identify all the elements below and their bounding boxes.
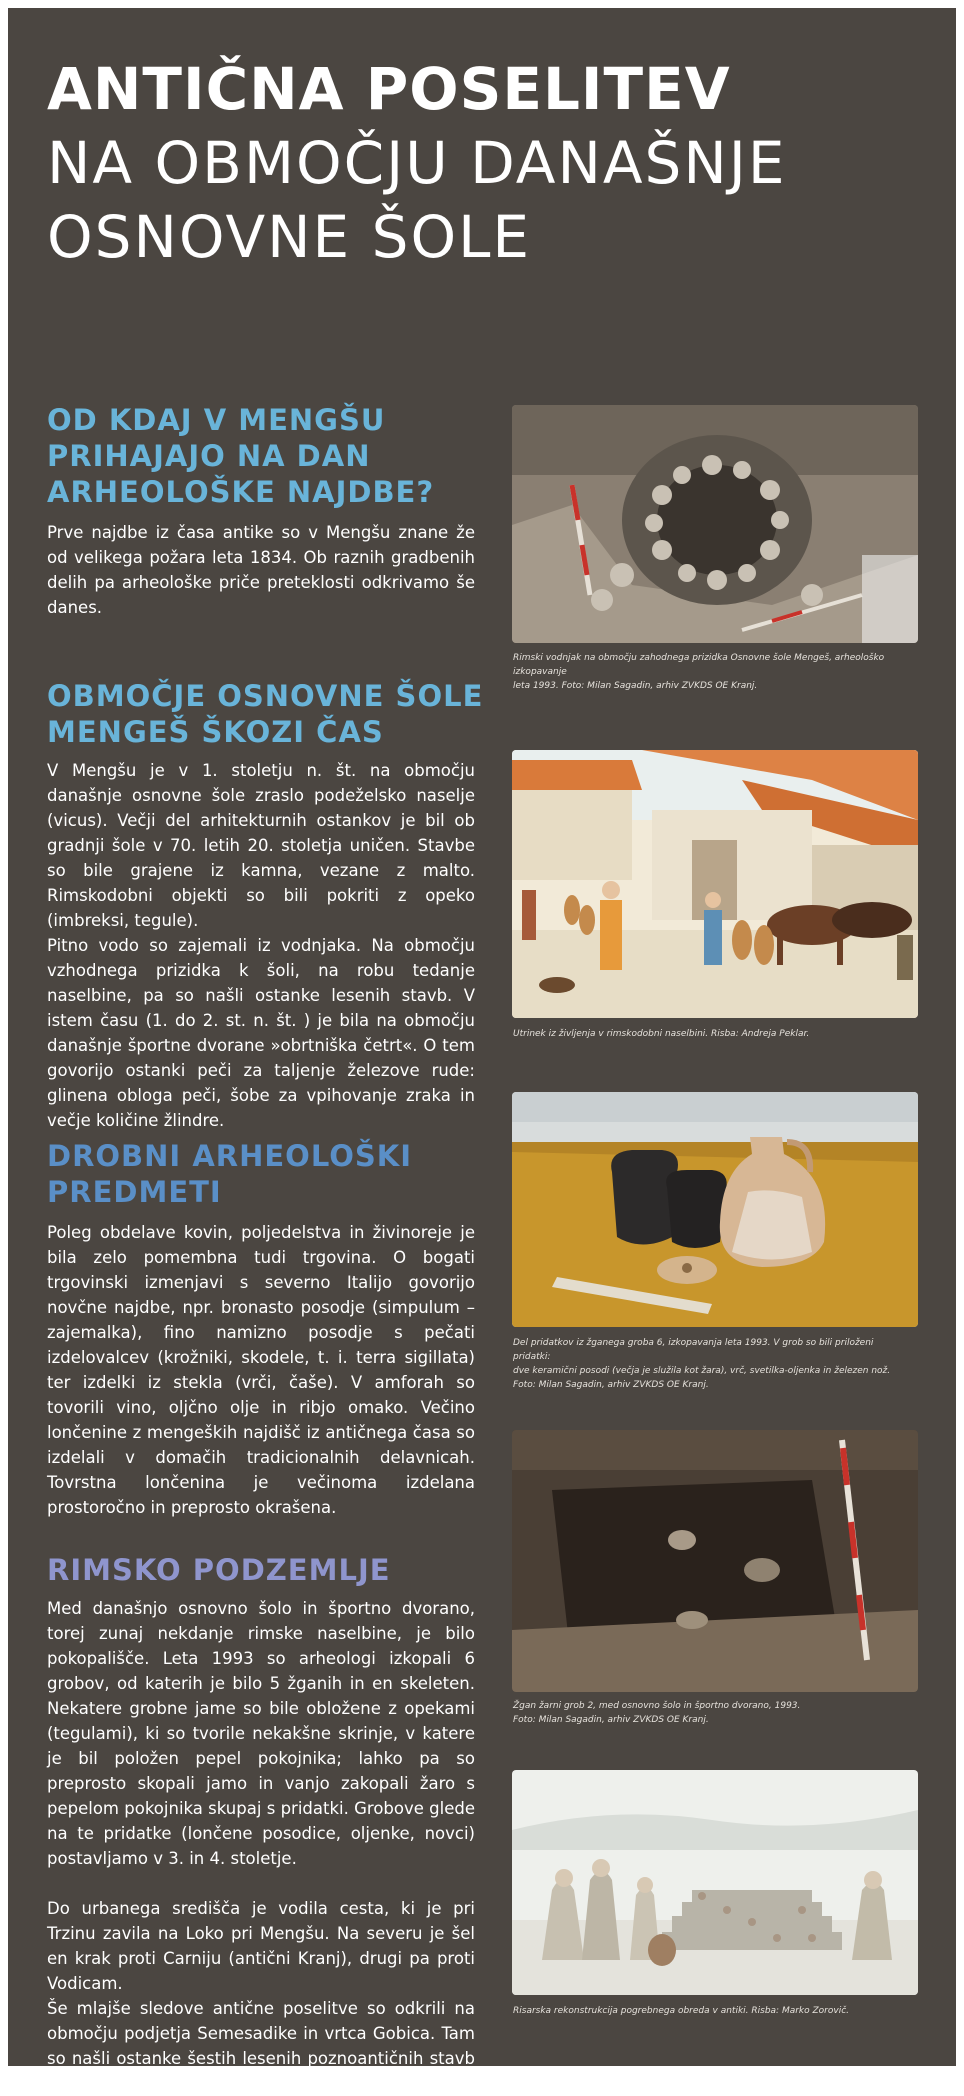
heading-line: PRIHAJAJO NA DAN xyxy=(47,439,371,473)
heading-line: RIMSKO PODZEMLJE xyxy=(47,1553,391,1587)
section-4-heading xyxy=(47,1552,391,1588)
burial-reconstruction-drawing xyxy=(512,1770,918,1995)
caption-line: dve keramični posodi (večja je služila kot žara), vrč, svetilka-oljenka in železen nož. xyxy=(513,1366,891,1376)
caption-line: Utrinek iz življenja v rimskodobni naselbini. Risba: Andreja Peklar. xyxy=(513,1029,810,1039)
caption-line: Žgan žarni grob 2, med osnovno šolo in športno dvorano, 1993. xyxy=(513,1701,801,1711)
caption-line: Foto: Milan Sagadin, arhiv ZVKDS OE Kranj. xyxy=(513,1715,709,1725)
section-2-heading xyxy=(47,678,483,750)
image-1-caption xyxy=(513,651,913,693)
title-line-3: OSNOVNE ŠOLE xyxy=(47,203,532,271)
cremation-grave-photo xyxy=(512,1430,918,1692)
paragraph: Poleg obdelave kovin, poljedelstva in živinoreje je bila zelo pomembna tudi trgovina. O bogati trgovinski izmenjavi s severno Italijo govorijo novčne najdbe, npr. bronasto posodje (simpulum – zajemalka), fino namizno posodje s pečati izdelovalcev (krožniki, skodele, t. i. terra sigillata) ter izdelki iz stekla (vrči, čaše). V amforah so tovorili vino, oljčno olje in ribjo omako. Večino lončenine z mengeških najdišč iz antičnega časa so izdelali v domačih tradicionalnih delavnicah. Tovrstna lončenina je večinoma izdelana prostoročno in preprosto okrašena. xyxy=(47,1223,475,1517)
paragraph: V Mengšu je v 1. stoletju n. št. na območju današnje osnovne šole zraslo podeželsko naselje (vicus). Večji del arhitekturnih ostankov je bil ob gradnji šole v 70. letih 20. stoletja uničen. Stavbe so bile grajene iz kamna, vezane z malto. Rimskodobni objekti so bili pokriti z opeko (imbreksi, tegule). xyxy=(47,761,475,930)
paragraph-gap xyxy=(47,1871,475,1896)
caption-line: Rimski vodnjak na območju zahodnega prizidka Osnovne šole Mengeš, arheološko izkopavanje xyxy=(513,653,885,677)
section-1-text xyxy=(47,520,475,620)
section-4-text xyxy=(47,1596,475,2096)
heading-line: ARHEOLOŠKE NAJDBE? xyxy=(47,475,435,509)
heading-line: OD KDAJ V MENGŠU xyxy=(47,403,386,437)
paragraph: Pitno vodo so zajemali iz vodnjaka. Na območju vzhodnega prizidka k šoli, na robu tedanje naselbine, pa so našli ostanke lesenih stavb. V istem času (1. do 2. st. n. št. ) je bila na območju današnje športne dvorane »obrtniška četrt«. O tem govorijo ostanki peči za taljenje železove rude: glinena obloga peči, šobe za vpihovanje zraka in večje količine žlindre. xyxy=(47,936,475,1130)
roman-well-photo xyxy=(512,405,918,643)
poster-title xyxy=(47,52,786,274)
caption-line: leta 1993. Foto: Milan Sagadin, arhiv ZVKDS OE Kranj. xyxy=(513,681,758,691)
caption-line: Foto: Milan Sagadin, arhiv ZVKDS OE Kranj. xyxy=(513,1380,709,1390)
heading-line: PREDMETI xyxy=(47,1175,222,1209)
section-2-text xyxy=(47,758,475,1133)
section-1-heading xyxy=(47,402,434,510)
heading-line: DROBNI ARHEOLOŠKI xyxy=(47,1139,413,1173)
image-5-caption xyxy=(513,2004,913,2018)
paragraph: Še mlajše sledove antične poselitve so odkrili na območju podjetja Semesadike in vrtca Gobica. Tam so našli ostanke šestih lesenih poznoantičnih stavb (velikosti 3 x 4 m) iz 4. do 7. stoletja. xyxy=(47,1999,475,2093)
roman-settlement-illustration xyxy=(512,750,918,1018)
image-4-caption xyxy=(513,1699,913,1727)
section-3-text xyxy=(47,1220,475,1520)
image-2-caption xyxy=(513,1027,913,1041)
caption-line: Risarska rekonstrukcija pogrebnega obreda v antiki. Risba: Marko Zorovič. xyxy=(513,2006,850,2016)
paragraph: Prve najdbe iz časa antike so v Mengšu znane že od velikega požara leta 1834. Ob raznih gradbenih delih pa arheološke priče preteklosti odkrivamo še danes. xyxy=(47,523,475,617)
title-line-1: ANTIČNA POSELITEV xyxy=(47,55,731,123)
paragraph: Do urbanega središča je vodila cesta, ki je pri Trzinu zavila na Loko pri Mengšu. Na severu je šel en krak proti Carniju (antični Kranj), drugi pa proti Vodicam. xyxy=(47,1899,475,1993)
heading-line: OBMOČJE OSNOVNE ŠOLE xyxy=(47,679,484,713)
grave-goods-photo xyxy=(512,1092,918,1327)
caption-line: Del pridatkov iz žganega groba 6, izkopavanja leta 1993. V grob so bili priloženi pridatki: xyxy=(513,1338,874,1362)
section-3-heading xyxy=(47,1138,412,1210)
image-3-caption xyxy=(513,1336,913,1392)
heading-line: MENGEŠ ŠKOZI ČAS xyxy=(47,715,384,749)
title-line-2: NA OBMOČJU DANAŠNJE xyxy=(47,129,787,197)
paragraph: Med današnjo osnovno šolo in športno dvorano, torej zunaj nekdanje rimske naselbine, je bilo pokopališče. Leta 1993 so arheologi izkopali 6 grobov, od katerih je bilo 5 žganih in en skeleten. Nekatere grobne jame so bile obložene z opekami (tegulami), ki so tvorile nekakšne skrinje, v katere je bil položen pepel pokojnika; lahko pa so preprosto skopali jamo in vanjo zakopali žaro s pepelom pokojnika skupaj s pridatki. Grobove glede na te pridatke (lončene posodice, oljenke, novci) postavljamo v 3. in 4. stoletje. xyxy=(47,1599,475,1868)
